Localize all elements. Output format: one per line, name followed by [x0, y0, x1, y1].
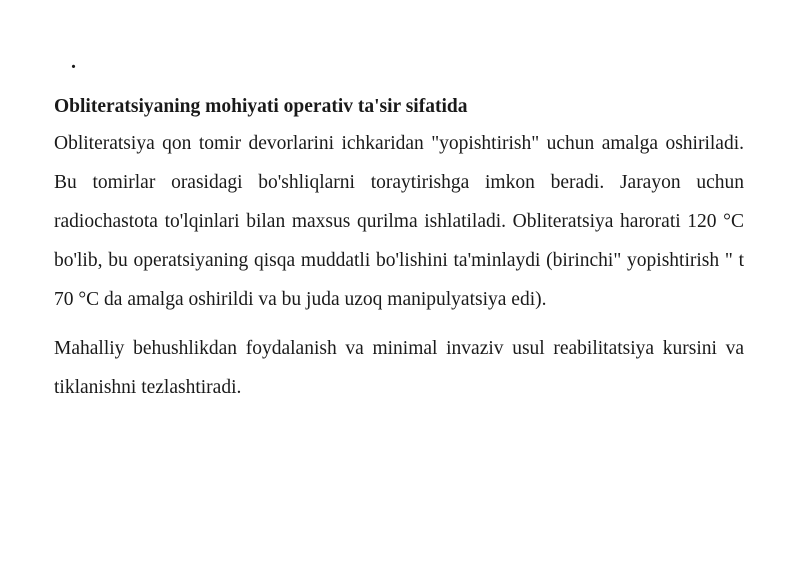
document-body [54, 94, 744, 407]
paragraph-anesthesia: Mahalliy behushlikdan foydalanish va minimal invaziv usul reabilitatsiya kursini va tiklanishni tezlashtiradi. [54, 338, 744, 398]
section-heading: Obliteratsiyaning mohiyati operativ ta'sir sifatida [54, 96, 468, 117]
bullet-marker: . [71, 51, 76, 73]
paragraph-obliteration: Obliteratsiya qon tomir devorlarini ichkaridan "yopishtirish" uchun amalga oshiriladi. Bu tomirlar orasidagi bo'shliqlarni toraytirishga imkon beradi. Jarayon uchun radiochastota to'lqinlari bilan maxsus qurilma ishlatiladi. Obliteratsiya harorati 120 °C bo'lib, bu operatsiyaning qisqa muddatli bo'lishini ta'minlaydi (birinchi" yopishtirish " t 70 °C da amalga oshirildi va bu juda uzoq manipulyatsiya edi). [54, 133, 744, 310]
